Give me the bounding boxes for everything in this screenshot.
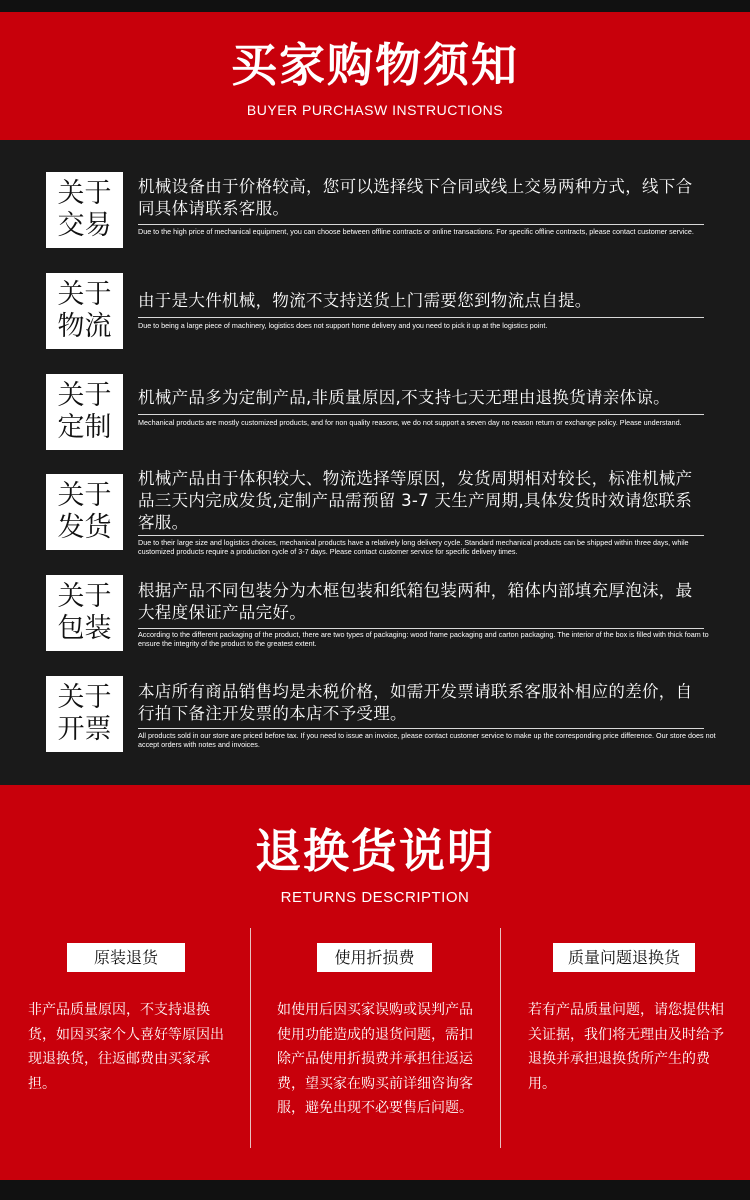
notice-text-cn: 本店所有商品销售均是未税价格，如需开发票请联系客服补相应的差价，自行拍下备注开发票的本店不予受理。 bbox=[138, 682, 693, 723]
notice-badge bbox=[46, 676, 123, 752]
notice-badge bbox=[46, 575, 123, 651]
notice-text-cn: 机械产品多为定制产品,非质量原因,不支持七天无理由退换货请亲体谅。 bbox=[138, 388, 670, 407]
top-dark-strip bbox=[0, 0, 750, 12]
returns-text-wear-fee: 如使用后因买家误购或误判产品使用功能造成的退货问题，需扣除产品使用折损费并承担往返运费，望买家在购买前详细咨询客服，避免出现不必要售后问题。 bbox=[277, 1002, 473, 1116]
badge-line-1: 关于 bbox=[57, 581, 112, 612]
notice-divider bbox=[138, 628, 704, 629]
returns-label-quality: 质量问题退换货 bbox=[553, 943, 695, 972]
purchase-title: 买家购物须知 bbox=[231, 38, 519, 92]
badge-line-1: 关于 bbox=[57, 480, 112, 511]
badge-line-1: 关于 bbox=[57, 380, 112, 411]
notice-divider bbox=[138, 414, 704, 415]
notice-text-en: Due to the high price of mechanical equipment, you can choose between offline contracts or online transactions. For specific offline contracts, please contact customer service. bbox=[138, 227, 694, 236]
notice-divider bbox=[138, 728, 704, 729]
badge-line-2: 发货 bbox=[57, 512, 112, 543]
badge-line-1: 关于 bbox=[57, 682, 112, 713]
notice-badge bbox=[46, 474, 123, 550]
notice-text-en: Due to being a large piece of machinery, logistics does not support home delivery and you need to pick it up at the logistics point. bbox=[138, 321, 548, 330]
badge-line-1: 关于 bbox=[57, 279, 112, 310]
returns-subtitle: RETURNS DESCRIPTION bbox=[280, 889, 470, 906]
notice-badge bbox=[46, 273, 123, 349]
badge-line-2: 物流 bbox=[57, 311, 112, 342]
notice-text-en: Mechanical products are mostly customized products, and for non quality reasons, we do not support a seven day no reason return or exchange policy. Please understand. bbox=[138, 418, 682, 427]
returns-label-original: 原装退货 bbox=[67, 943, 185, 972]
column-divider bbox=[250, 928, 251, 1148]
notice-text-cn: 机械产品由于体积较大、物流选择等原因，发货周期相对较长，标准机械产品三天内完成发货,定制产品需预留 3-7 天生产周期,具体发货时效请您联系客服。 bbox=[138, 469, 693, 532]
returns-text-original: 非产品质量原因，不支持退换货，如因买家个人喜好等原因出现退换货，往返邮费由买家承担。 bbox=[28, 1002, 224, 1092]
notice-divider bbox=[138, 224, 704, 225]
notice-divider bbox=[138, 535, 704, 536]
notice-badge bbox=[46, 172, 123, 248]
notice-badge bbox=[46, 374, 123, 450]
returns-label-wear-fee: 使用折损费 bbox=[317, 943, 432, 972]
purchase-subtitle: BUYER PURCHASW INSTRUCTIONS bbox=[246, 102, 504, 118]
notice-text-en: According to the different packaging of the product, there are two types of packaging: wood frame packaging and carton packaging. The interior of the box is filled with thick foam to ensure the integrity of the product to the greatest extent. bbox=[138, 630, 709, 648]
badge-line-1: 关于 bbox=[57, 178, 112, 209]
notice-divider bbox=[138, 317, 704, 318]
notice-text-cn: 机械设备由于价格较高，您可以选择线下合同或线上交易两种方式，线下合同具体请联系客服。 bbox=[138, 177, 693, 218]
badge-line-2: 定制 bbox=[57, 412, 112, 443]
purchase-header-banner bbox=[0, 12, 750, 140]
badge-line-2: 开票 bbox=[57, 714, 112, 745]
returns-title: 退换货说明 bbox=[255, 824, 495, 878]
bottom-dark-strip bbox=[0, 1180, 750, 1200]
notice-text-cn: 由于是大件机械，物流不支持送货上门需要您到物流点自提。 bbox=[138, 291, 592, 310]
badge-line-2: 包装 bbox=[57, 613, 112, 644]
notice-text-en: All products sold in our store are priced before tax. If you need to issue an invoice, please contact customer service to make up the corresponding price difference. Our store does not accept orders with notes and invoices. bbox=[138, 731, 716, 749]
notice-text-en: Due to their large size and logistics choices, mechanical products have a relatively long delivery cycle. Standard mechanical products can be shipped within three days, while customized products require a production cycle of 3-7 days. Please contact customer service for specific delivery times. bbox=[138, 538, 689, 556]
badge-line-2: 交易 bbox=[57, 210, 112, 241]
column-divider bbox=[500, 928, 501, 1148]
returns-text-quality: 若有产品质量问题，请您提供相关证据，我们将无理由及时给予退换并承担退换货所产生的费用。 bbox=[528, 1002, 724, 1092]
notice-text-cn: 根据产品不同包装分为木框包装和纸箱包装两种，箱体内部填充厚泡沫，最大程度保证产品完好。 bbox=[138, 581, 693, 622]
